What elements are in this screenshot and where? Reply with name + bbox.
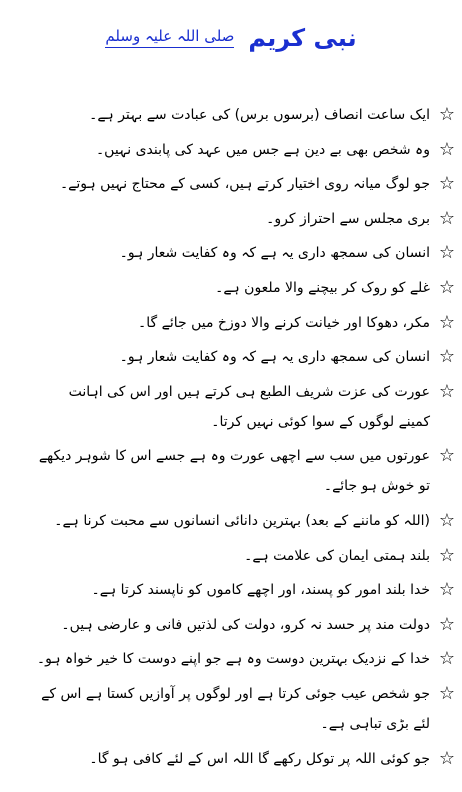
saying-text: بلند ہمتی ایمان کی علامت ہے۔ bbox=[244, 547, 430, 564]
saying-text: ایک ساعت انصاف (برسوں برس) کی عبادت سے بہتر ہے۔ bbox=[89, 107, 430, 123]
star-outline-icon: ☆ bbox=[438, 311, 456, 333]
saying-text: مکر، دھوکا اور خیانت کرنے والا دوزخ میں جائے گا۔ bbox=[138, 314, 430, 331]
star-outline-icon: ☆ bbox=[438, 242, 456, 264]
star-outline-icon: ☆ bbox=[438, 276, 456, 298]
star-outline-icon: ☆ bbox=[438, 138, 456, 160]
saying-text: جو شخص عیب جوئی کرتا ہے اور لوگوں پر آوازیں کستا ہے اس کے لئے بڑی تباہی ہے۔ bbox=[41, 685, 430, 732]
saying-item bbox=[8, 273, 458, 303]
saying-item bbox=[8, 644, 458, 674]
saying-text: عورت کی عزت شریف الطبع ہی کرتے ہیں اور اس کی اہانت کمینے لوگوں کے سوا کوئی نہیں کرتا۔ bbox=[68, 383, 430, 430]
star-outline-icon: ☆ bbox=[438, 509, 456, 531]
page-header bbox=[0, 14, 462, 62]
saying-text: بری مجلس سے احتراز کرو۔ bbox=[266, 210, 430, 227]
saying-item bbox=[8, 308, 458, 338]
saying-item bbox=[8, 610, 458, 640]
saying-text: انسان کی سمجھ داری یہ ہے کہ وہ کفایت شعار ہو۔ bbox=[119, 245, 430, 262]
star-outline-icon: ☆ bbox=[438, 544, 456, 566]
saying-text: غلے کو روک کر بیچنے والا ملعون ہے۔ bbox=[215, 279, 430, 296]
saying-text: دولت مند پر حسد نہ کرو، دولت کی لذتیں فانی و عارضی ہیں۔ bbox=[61, 616, 430, 633]
saying-item bbox=[8, 744, 458, 774]
saying-text: عورتوں میں سب سے اچھی عورت وہ ہے جسے اس کا شوہر دیکھے تو خوش ہو جائے۔ bbox=[38, 448, 430, 495]
star-outline-icon: ☆ bbox=[438, 682, 456, 704]
saying-text: (اللہ کو ماننے کے بعد) بہترین دانائی انسانوں سے محبت کرنا ہے۔ bbox=[54, 512, 430, 529]
saying-item bbox=[8, 169, 458, 199]
saying-text: جو کوئی اللہ پر توکل رکھے گا اللہ اس کے لئے کافی ہو گا۔ bbox=[89, 750, 430, 767]
page-title: نبی کریم bbox=[248, 24, 357, 52]
star-outline-icon: ☆ bbox=[438, 207, 456, 229]
saying-text: خدا بلند امور کو پسند، اور اچھے کاموں کو ناپسند کرتا ہے۔ bbox=[91, 582, 430, 599]
saying-item bbox=[8, 441, 458, 501]
star-outline-icon: ☆ bbox=[438, 445, 456, 467]
saying-item bbox=[8, 342, 458, 372]
saying-item bbox=[8, 506, 458, 536]
star-outline-icon: ☆ bbox=[438, 104, 456, 125]
saying-item bbox=[8, 377, 458, 437]
saying-item bbox=[8, 575, 458, 605]
star-outline-icon: ☆ bbox=[438, 380, 456, 402]
star-outline-icon: ☆ bbox=[438, 613, 456, 635]
saying-item bbox=[8, 679, 458, 739]
star-outline-icon: ☆ bbox=[438, 173, 456, 195]
saying-item bbox=[8, 135, 458, 165]
sayings-list bbox=[8, 100, 458, 778]
star-outline-icon: ☆ bbox=[438, 648, 456, 670]
star-outline-icon: ☆ bbox=[438, 747, 456, 769]
saying-text: خدا کے نزدیک بہترین دوست وہ ہے جو اپنے دوست کا خیر خواہ ہو۔ bbox=[36, 651, 430, 668]
star-outline-icon: ☆ bbox=[438, 346, 456, 368]
saying-item bbox=[8, 100, 458, 130]
star-outline-icon: ☆ bbox=[438, 579, 456, 601]
saying-item bbox=[8, 204, 458, 234]
saying-item bbox=[8, 238, 458, 268]
saying-text: انسان کی سمجھ داری یہ ہے کہ وہ کفایت شعار ہو۔ bbox=[119, 349, 430, 366]
saying-text: جو لوگ میانہ روی اختیار کرتے ہیں، کسی کے محتاج نہیں ہوتے۔ bbox=[59, 176, 430, 193]
saying-item bbox=[8, 541, 458, 571]
honorific-calligraphy: صلی اللہ علیہ وسلم bbox=[105, 28, 234, 48]
saying-text: وہ شخص بھی بے دین ہے جس میں عہد کی پابندی نہیں۔ bbox=[95, 141, 430, 158]
